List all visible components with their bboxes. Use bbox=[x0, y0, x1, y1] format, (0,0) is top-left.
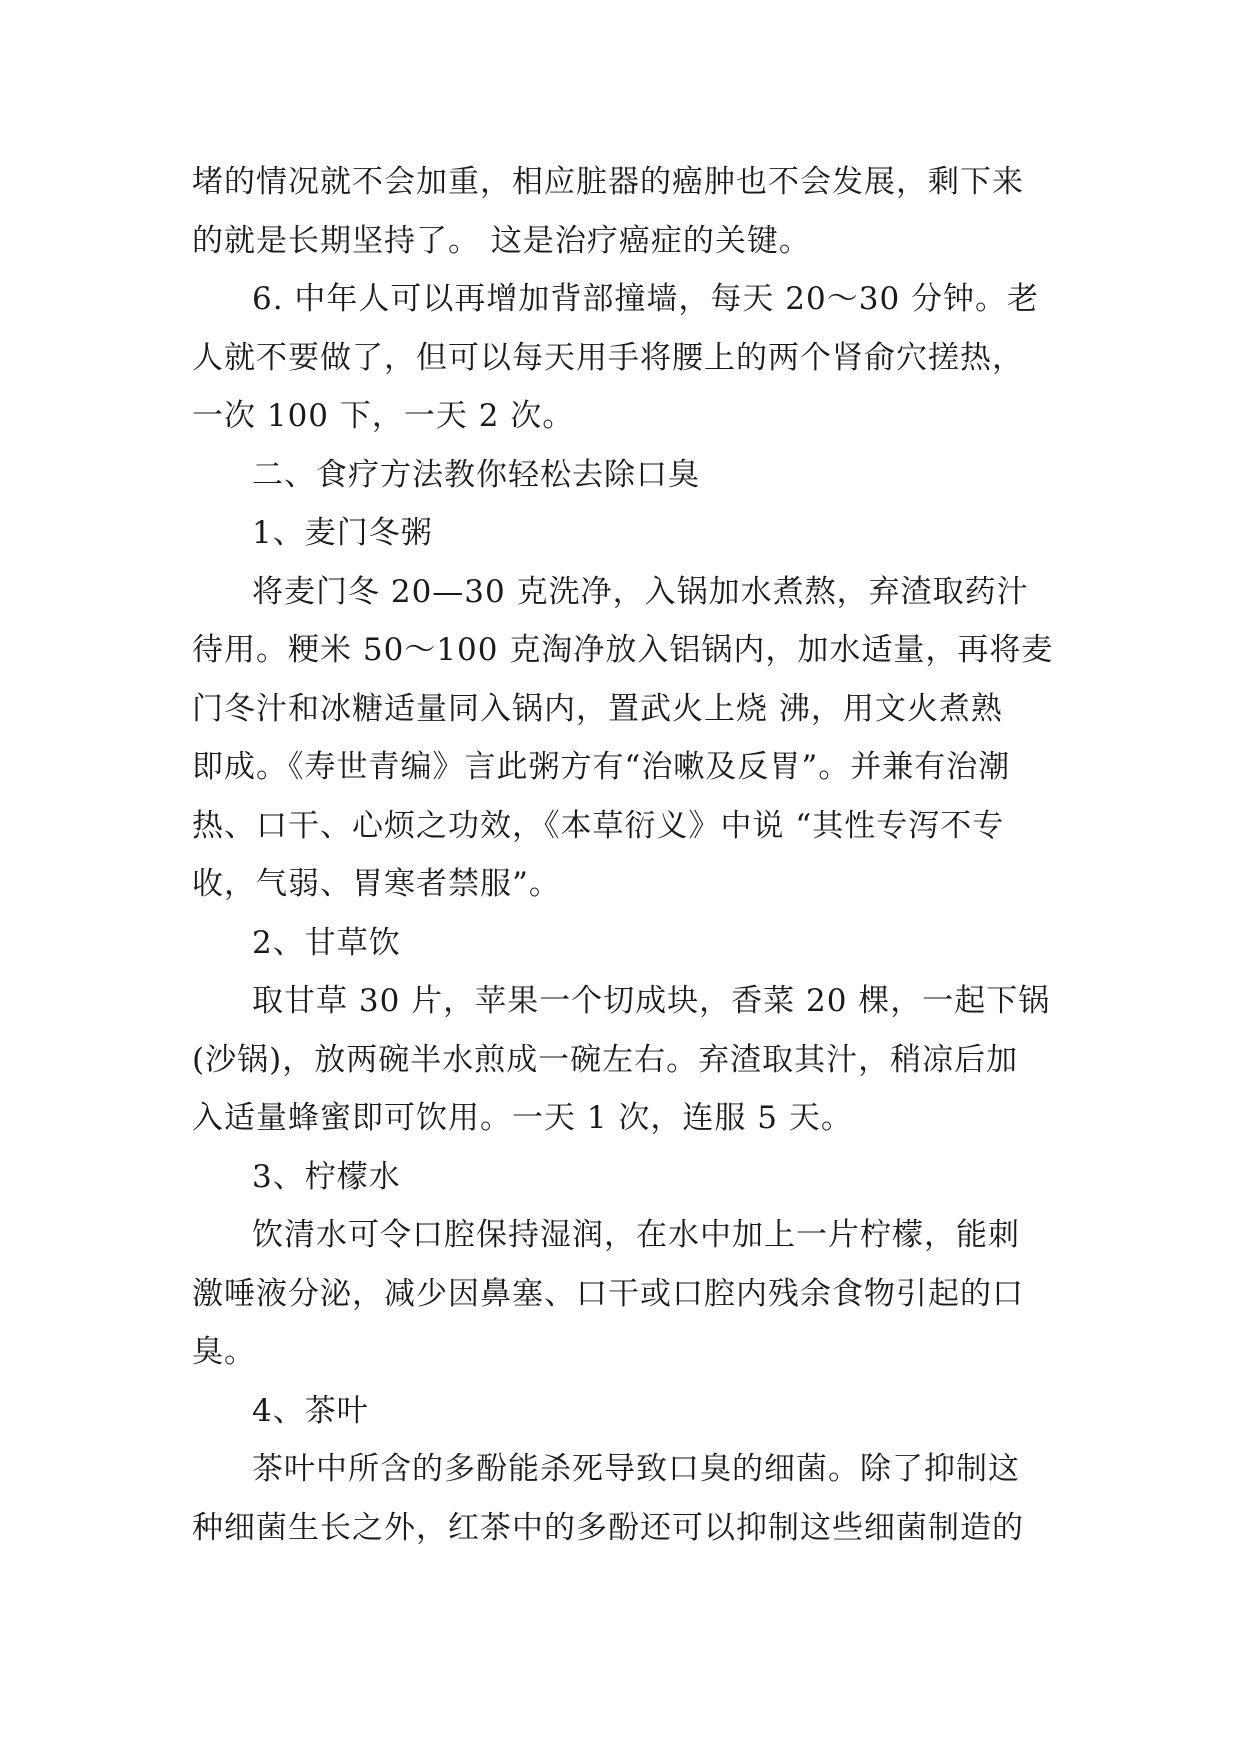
paragraph-start: 将麦门冬 20—30 克洗净，入锅加水煮熬，弃渣取药汁 bbox=[252, 573, 1029, 610]
text-line: 待用。粳米 50～100 克淘净放入铝锅内，加水适量，再将麦 bbox=[192, 632, 1054, 668]
text-line: 堵的情况就不会加重，相应脏器的癌肿也不会发展，剩下来 bbox=[192, 164, 1024, 200]
text-line: 即成。《寿世青编》言此粥方有“治嗽及反胃”。并兼有治潮 bbox=[192, 749, 1011, 785]
subsection-heading: 3、柠檬水 bbox=[252, 1158, 401, 1195]
paragraph-start: 茶叶中所含的多酚能杀死导致口臭的细菌。除了抑制这 bbox=[252, 1451, 1020, 1487]
paragraph-start: 饮清水可令口腔保持湿润，在水中加上一片柠檬，能刺 bbox=[252, 1217, 1020, 1253]
text-line: 激唾液分泌，减少因鼻塞、口干或口腔内残余食物引起的口 bbox=[192, 1275, 1024, 1312]
subsection-heading: 4、茶叶 bbox=[252, 1392, 369, 1429]
subsection-heading: 1、麦门冬粥 bbox=[252, 515, 433, 551]
text-line: 入适量蜂蜜即可饮用。一天 1 次，连服 5 天。 bbox=[192, 1100, 853, 1136]
text-line: 热、口干、心烦之功效，《本草衍义》中说 “其性专泻不专 bbox=[192, 807, 1005, 844]
text-line: 收，气弱、胃寒者禁服”。 bbox=[192, 866, 561, 902]
text-line: 人就不要做了，但可以每天用手将腰上的两个肾俞穴搓热， bbox=[192, 339, 1024, 376]
text-line: 的就是长期坚持了。 这是治疗癌症的关键。 bbox=[192, 222, 811, 259]
text-line: 臭。 bbox=[192, 1334, 256, 1370]
text-line: 一次 100 下，一天 2 次。 bbox=[192, 398, 575, 434]
subsection-heading: 2、甘草饮 bbox=[252, 924, 401, 961]
text-line: 种细菌生长之外，红茶中的多酚还可以抑制这些细菌制造的 bbox=[192, 1509, 1024, 1546]
text-line: 门冬汁和冰糖适量同入锅内，置武火上烧 沸，用文火煮熟 bbox=[192, 690, 1003, 727]
paragraph-start: 6. 中年人可以再增加背部撞墙，每天 20～30 分钟。老 bbox=[252, 281, 1040, 317]
document-body bbox=[192, 153, 1052, 1557]
paragraph-start: 取甘草 30 片，苹果一个切成块，香菜 20 棵，一起下锅 bbox=[252, 983, 1051, 1019]
section-heading: 二、食疗方法教你轻松去除口臭 bbox=[252, 456, 700, 493]
text-line: (沙锅)，放两碗半水煎成一碗左右。弃渣取其汁，稍凉后加 bbox=[192, 1041, 1019, 1078]
